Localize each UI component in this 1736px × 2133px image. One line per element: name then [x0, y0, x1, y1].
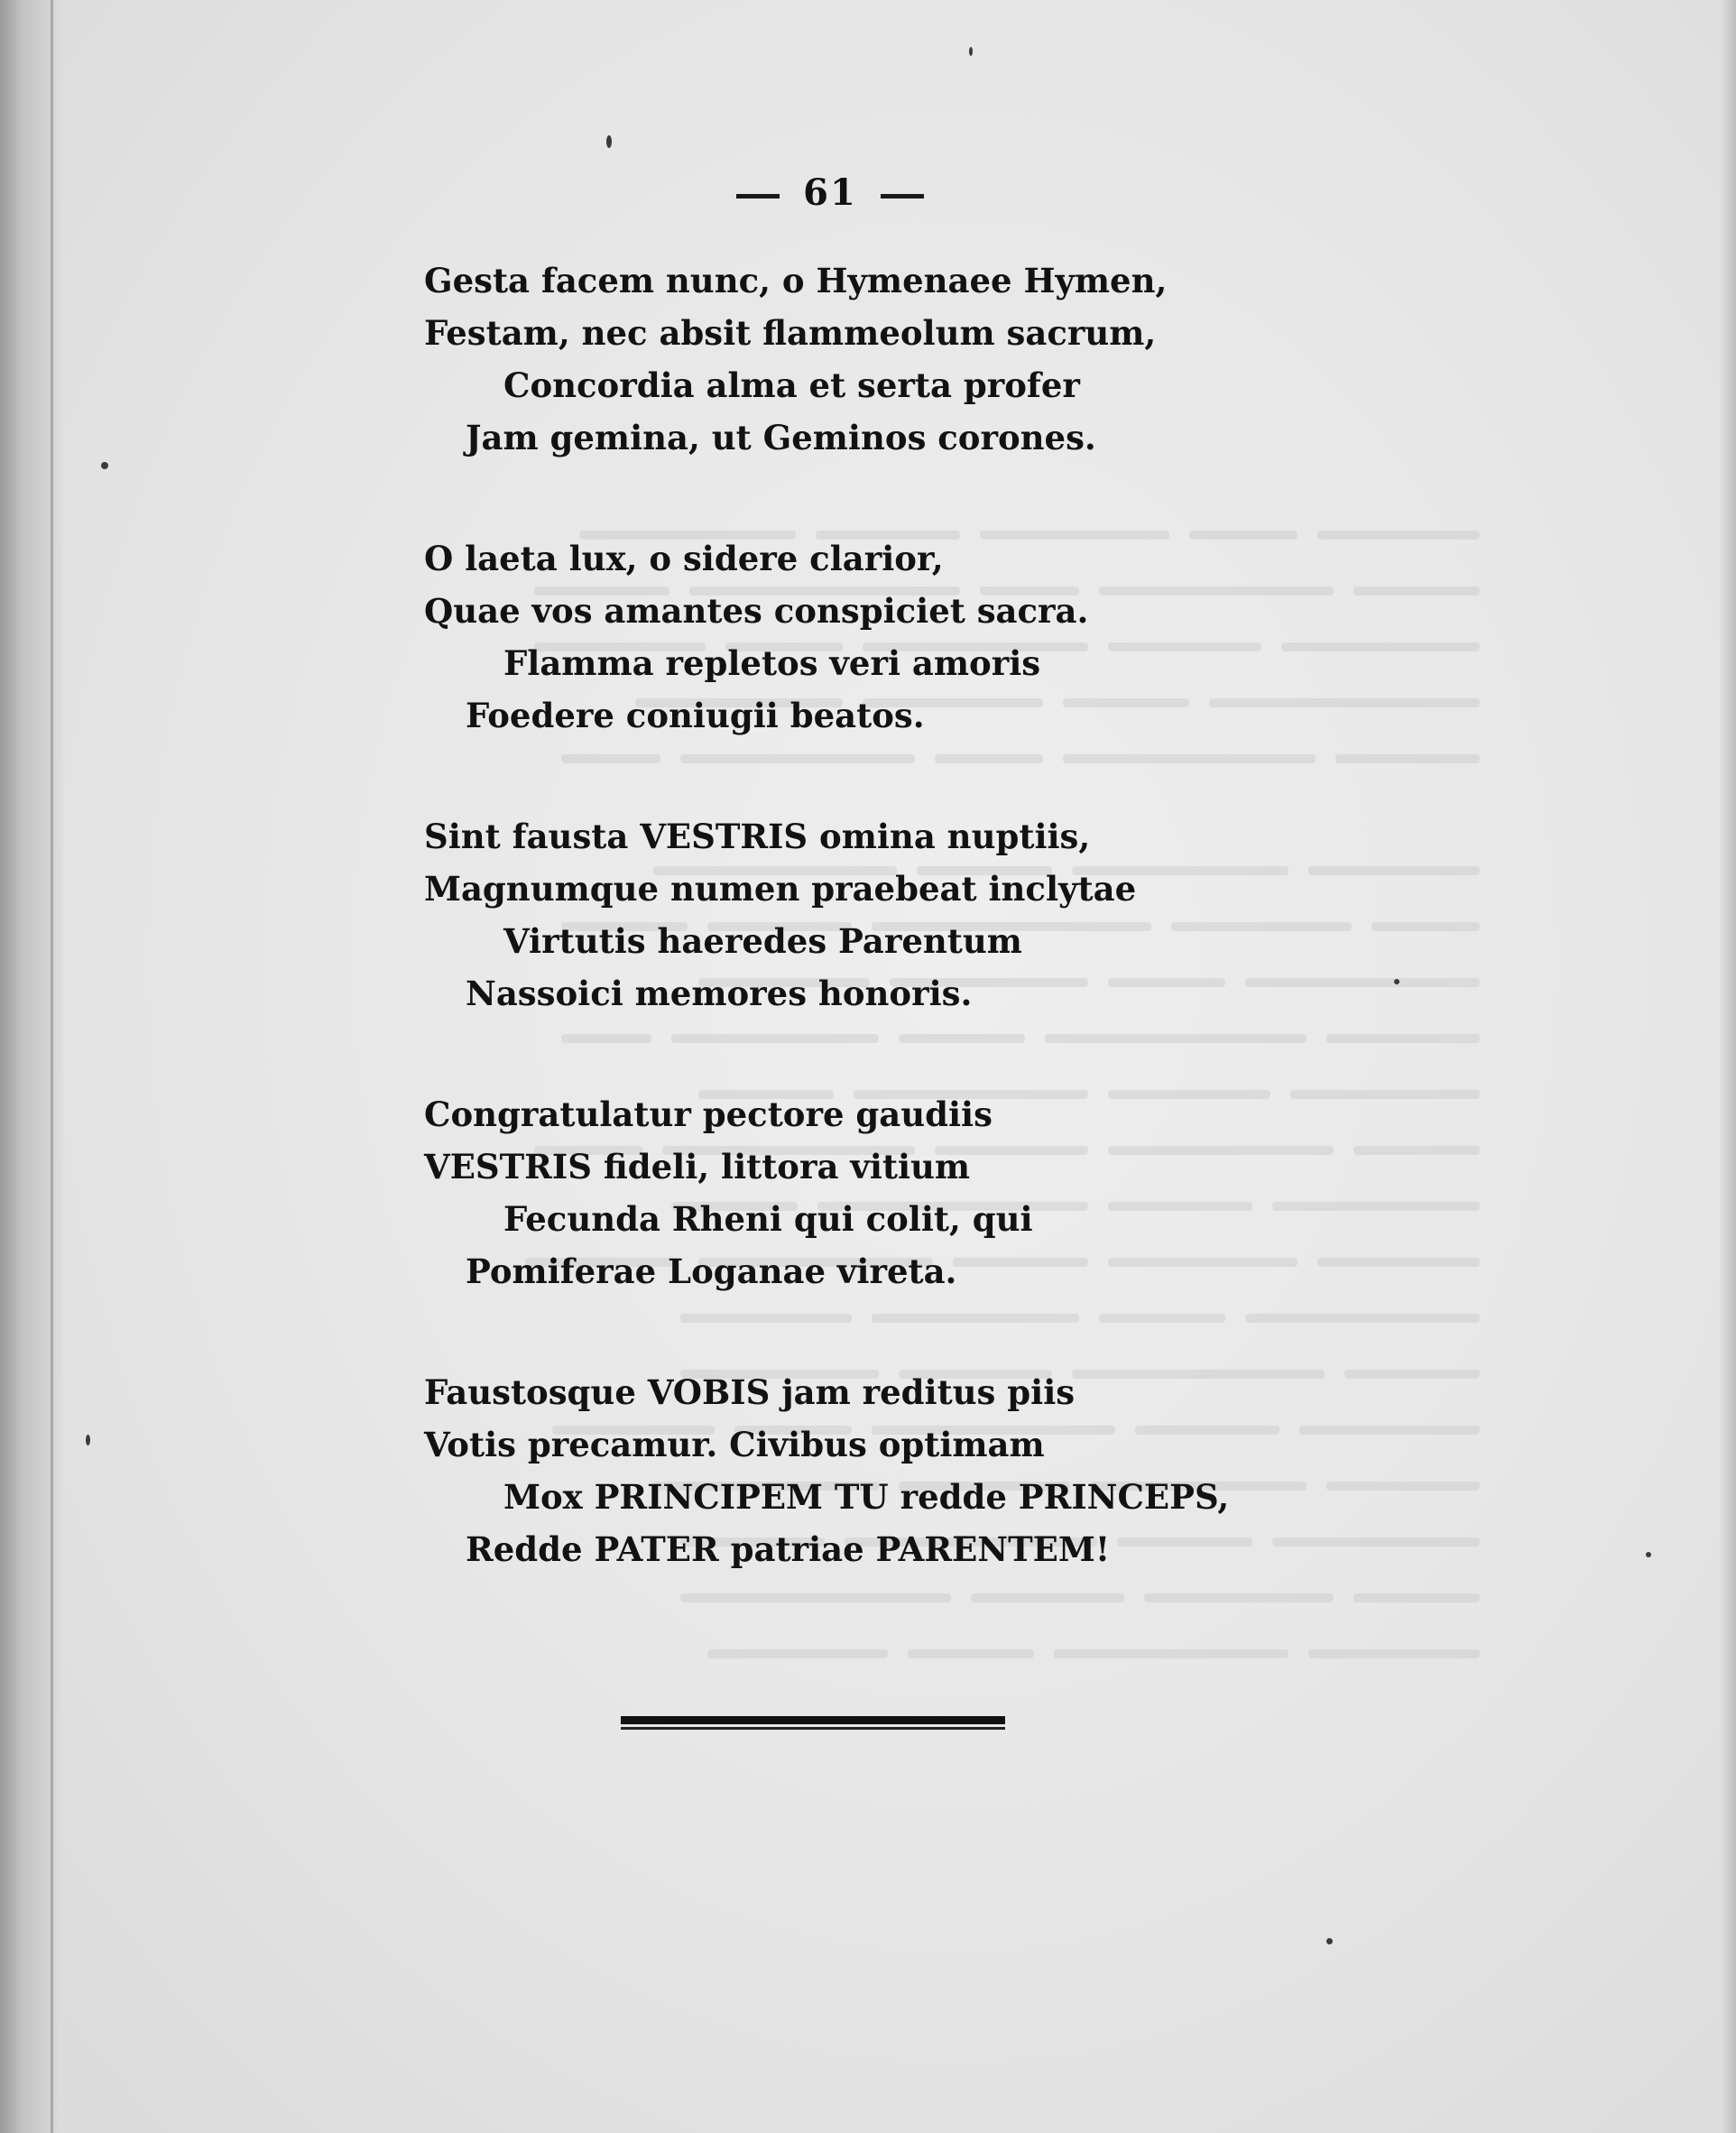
- poem-line: Pomiferae Loganae vireta.: [466, 1251, 957, 1291]
- end-rule-thin: [621, 1727, 1005, 1730]
- end-rule-divider: [621, 1716, 1005, 1731]
- poem-line: Redde PATER patriae PARENTEM!: [466, 1529, 1111, 1569]
- poem-line: Concordia alma et serta profer: [503, 365, 1080, 405]
- ink-speck: [1326, 1938, 1333, 1944]
- stanza-1: [424, 254, 1326, 464]
- poem: [424, 254, 1326, 1644]
- page-number: 61: [803, 171, 857, 214]
- page-gutter-shadow: [0, 0, 63, 2133]
- poem-line: Gesta facem nunc, o Hymenaee Hymen,: [424, 261, 1168, 300]
- gutter-line: [51, 0, 53, 2133]
- poem-line: Faustosque VOBIS jam reditus piis: [424, 1372, 1076, 1412]
- ink-speck: [101, 462, 108, 469]
- poem-line: Mox PRINCIPEM TU redde PRINCEPS,: [503, 1477, 1230, 1517]
- stanza-3: [424, 810, 1326, 1020]
- stanza-2: [424, 532, 1326, 742]
- poem-line: Congratulatur pectore gaudiis: [424, 1094, 993, 1134]
- end-rule-thick: [621, 1716, 1005, 1724]
- poem-line: Virtutis haeredes Parentum: [503, 921, 1022, 961]
- poem-line: Foedere coniugii beatos.: [466, 696, 925, 735]
- page-right-edge: [1720, 0, 1736, 2133]
- poem-line: Festam, nec absit flammeolum sacrum,: [424, 313, 1157, 353]
- ink-speck: [1394, 979, 1399, 984]
- ink-speck: [606, 135, 612, 148]
- stanza-5: [424, 1366, 1326, 1575]
- ink-speck: [86, 1435, 90, 1445]
- poem-line: O laeta lux, o sidere clarior,: [424, 539, 944, 578]
- poem-line: Votis precamur. Civibus optimam: [424, 1425, 1045, 1464]
- ink-speck: [1646, 1552, 1651, 1557]
- page-number-dash-right: [881, 194, 924, 199]
- ink-speck: [969, 47, 973, 56]
- page-number-dash-left: [736, 194, 780, 199]
- poem-line: Quae vos amantes conspiciet sacra.: [424, 591, 1089, 631]
- poem-line: Jam gemina, ut Geminos corones.: [466, 418, 1096, 457]
- poem-line: Flamma repletos veri amoris: [503, 643, 1041, 683]
- poem-line: Nassoici memores honoris.: [466, 974, 973, 1013]
- poem-line: Fecunda Rheni qui colit, qui: [503, 1199, 1033, 1239]
- poem-line: VESTRIS fideli, littora vitium: [424, 1147, 971, 1187]
- page-number-header: [695, 171, 965, 214]
- stanza-4: [424, 1088, 1326, 1297]
- poem-line: Sint fausta VESTRIS omina nuptiis,: [424, 817, 1091, 856]
- poem-line: Magnumque numen praebeat inclytae: [424, 869, 1137, 909]
